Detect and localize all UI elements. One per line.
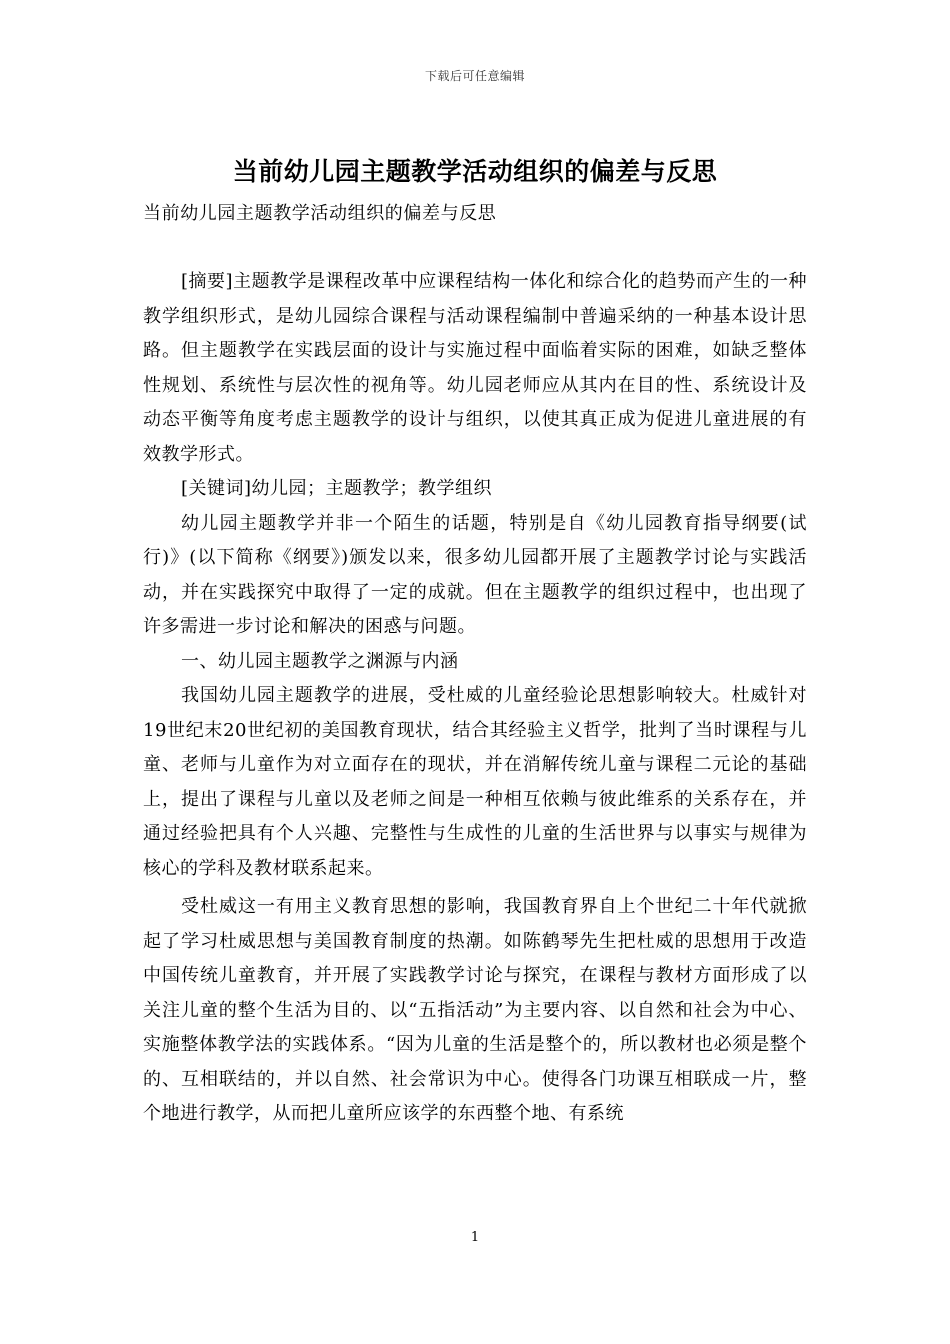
- intro-paragraph: 幼儿园主题教学并非一个陌生的话题，特别是自《幼儿园教育指导纲要(试行)》(以下简称《纲要》)颁发以来，很多幼儿园都开展了主题教学讨论与实践活动，并在实践探究中取得了一定的成就。但在主题教学的组织过程中，也出现了许多需进一步讨论和解决的困惑与问题。: [143, 512, 807, 637]
- document-title: 当前幼儿园主题教学活动组织的偏差与反思: [232, 157, 718, 186]
- keywords-paragraph: [关键词]幼儿园；主题教学；教学组织: [181, 478, 493, 499]
- page-number: 1: [470, 1230, 480, 1245]
- header-note: 下载后可任意编辑: [424, 69, 525, 83]
- abstract-paragraph: [摘要]主题教学是课程改革中应课程结构一体化和综合化的趋势而产生的一种教学组织形式，是幼儿园综合课程与活动课程编制中普遍采纳的一种基本设计思路。但主题教学在实践层面的设计与实施过程中面临着实际的困难，如缺乏整体性规划、系统性与层次性的视角等。幼儿园老师应从其内在目的性、系统设计及动态平衡等角度考虑主题教学的设计与组织，以使其真正成为促进儿童进展的有效教学形式。: [143, 271, 807, 465]
- body-paragraph: 我国幼儿园主题教学的进展，受杜威的儿童经验论思想影响较大。杜威针对19世纪末20世纪初的美国教育现状，结合其经验主义哲学，批判了当时课程与儿童、老师与儿童作为对立面存在的现状，并在消解传统儿童与课程二元论的基础上，提出了课程与儿童以及老师之间是一种相互依赖与彼此维系的关系存在，并通过经验把具有个人兴趣、完整性与生成性的儿童的生活世界与以事实与规律为核心的学科及教材联系起来。: [143, 685, 807, 879]
- document-body: [143, 265, 807, 1132]
- document-subtitle: 当前幼儿园主题教学活动组织的偏差与反思: [143, 203, 497, 224]
- body-paragraph: 受杜威这一有用主义教育思想的影响，我国教育界自上个世纪二十年代就掀起了学习杜威思想与美国教育制度的热潮。如陈鹤琴先生把杜威的思想用于改造中国传统儿童教育，并开展了实践教学讨论与探究，在课程与教材方面形成了以关注儿童的整个生活为目的、以“五指活动”为主要内容、以自然和社会为中心、实施整体教学法的实践体系。“因为儿童的生活是整个的，所以教材也必须是整个的、互相联结的，并以自然、社会常识为中心。使得各门功课互相联成一片，整个地进行教学，从而把儿童所应该学的东西整个地、有系统: [143, 896, 807, 1124]
- section-heading: 一、幼儿园主题教学之渊源与内涵: [181, 650, 459, 672]
